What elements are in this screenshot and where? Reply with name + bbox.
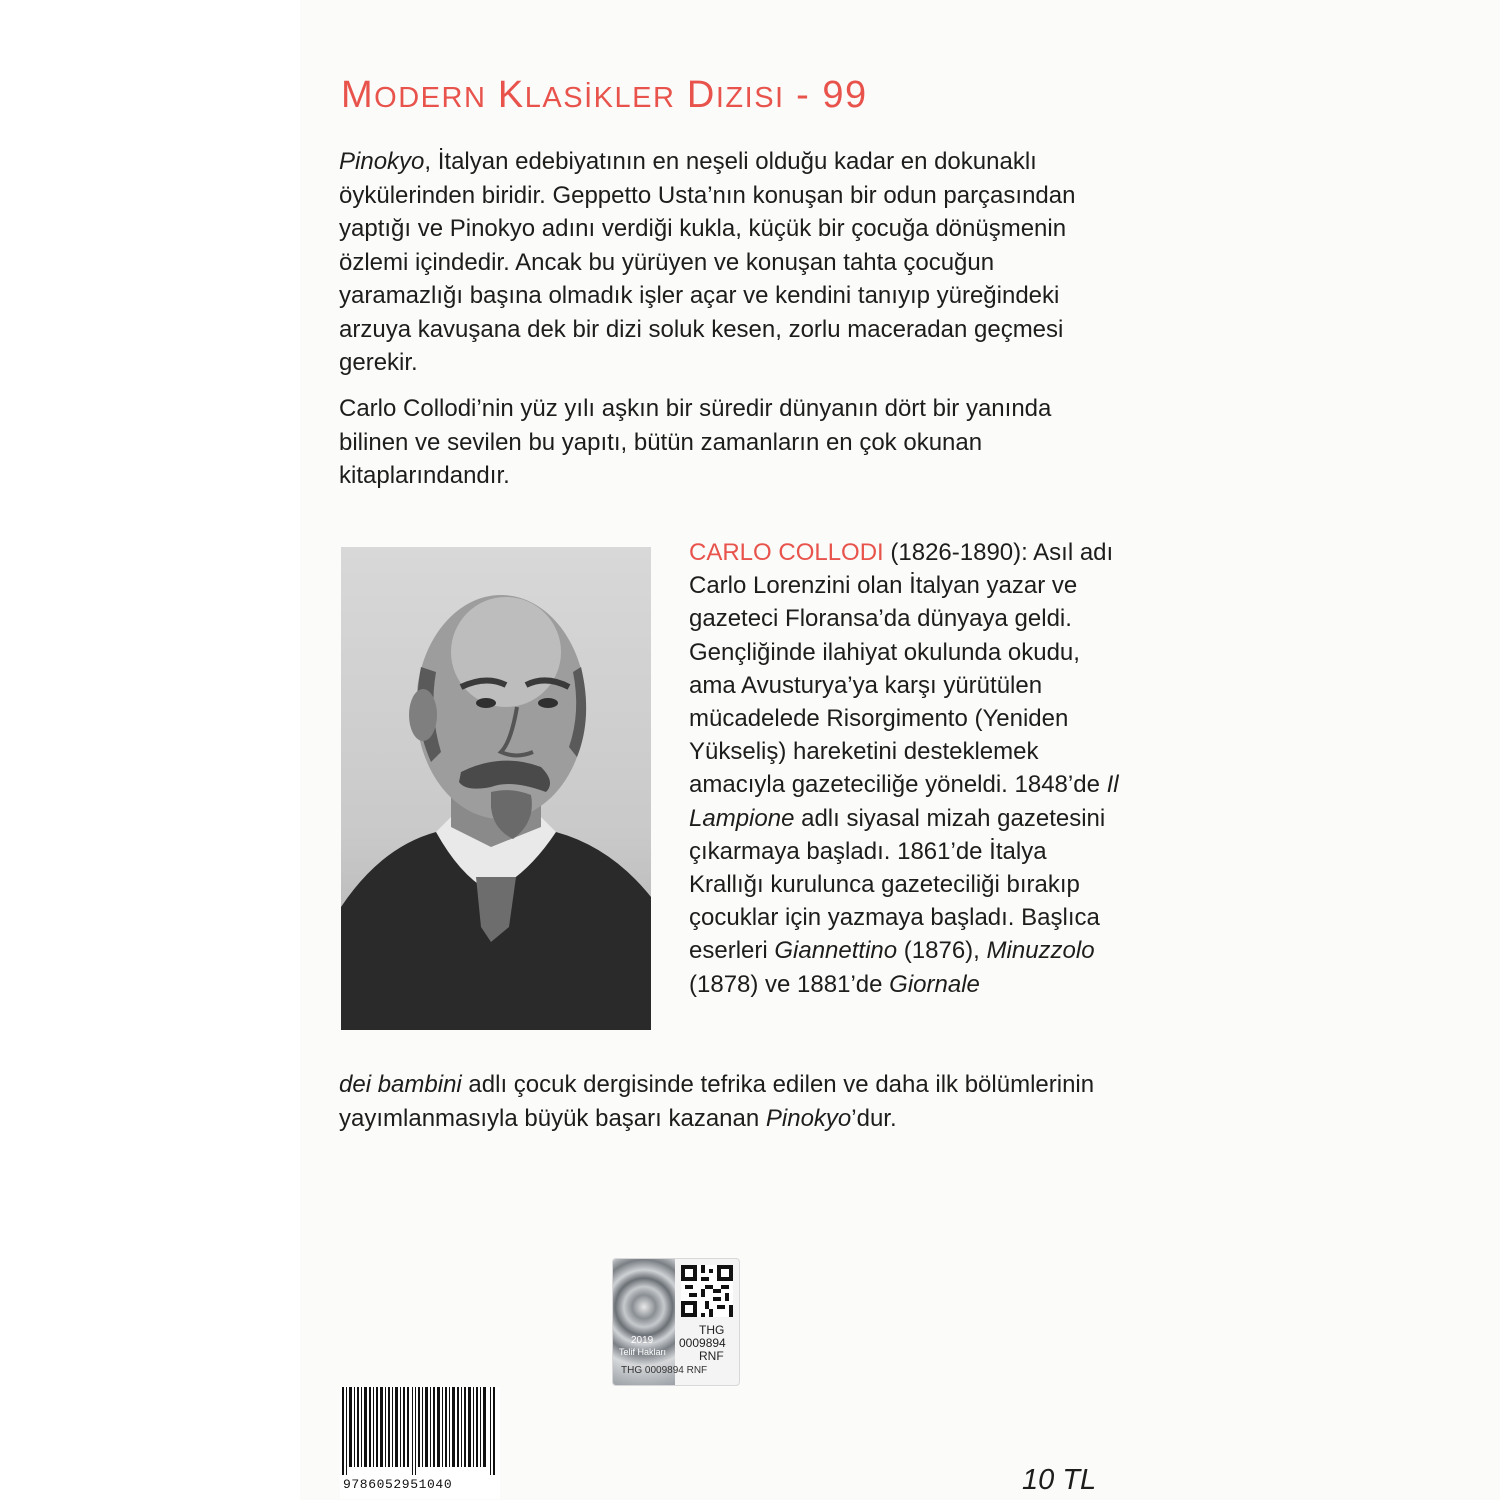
price-label: 10 TL bbox=[1022, 1464, 1097, 1496]
author-portrait bbox=[341, 547, 651, 1030]
series-title: MODERN KLASİKLER DIZISI - 99 bbox=[341, 74, 868, 116]
qr-code-icon bbox=[681, 1265, 733, 1317]
author-biography-continued: dei bambini adlı çocuk dergisinde tefrika edilen ve daha ilk bölümlerinin yayımlanmasıyla büyük başarı kazanan Pinokyo’dur. bbox=[339, 1071, 1095, 1132]
copyright-hologram-sticker: THG 0009894 RNF 2019 Telif Hakları THG 0009894 RNF bbox=[612, 1258, 740, 1386]
description-paragraph-1: Pinokyo, İtalyan edebiyatının en neşeli olduğu kadar en dokunaklı öykülerinden biridir. Geppetto Usta’nın konuşan bir odun parçasından yaptığı ve Pinokyo adını verdiği kukla, küçük bir çocuğa dönüşmenin özlemi içindedir. Ancak bu yürüyen ve konuşan tahta çocuğun yaramazlığı başına olmadık işler açar ve kendini tanıyıp yüreğindeki arzuya kavuşana dek bir dizi soluk kesen, zorlu maceradan geçmesi gerekir. bbox=[339, 148, 1076, 376]
barcode-icon bbox=[340, 1387, 500, 1475]
description-paragraph-2: Carlo Collodi’nin yüz yılı aşkın bir süredir dünyanın dört bir yanında bilinen ve sevilen bu yapıtı, bütün zamanların en çok okunan kitaplarındandır. bbox=[339, 395, 1052, 489]
author-biography: CARLO COLLODI (1826-1890): Asıl adı Carlo Lorenzini olan İtalyan yazar ve gazeteci Floransa’da dünyaya geldi. Gençliğinde ilahiyat okulunda okudu, ama Avusturya’ya karşı yürütülen mücadelede Risorgimento (Yeniden Yükseliş) hareketini desteklemek amacıyla gazeteciliğe yöneldi. 1848’de Il Lampione adlı siyasal mizah gazetesini çıkarmaya başladı. 1861’de İtalya Krallığı kurulunca gazeteciliği bırakıp çocuklar için yazmaya başladı. Başlıca eserleri Giannettino (1876), Minuzzolo (1878) ve 1881’de Giornale bbox=[689, 539, 1119, 998]
author-name: CARLO COLLODI bbox=[689, 539, 884, 566]
isbn-number: 9786052951040 bbox=[343, 1477, 453, 1492]
